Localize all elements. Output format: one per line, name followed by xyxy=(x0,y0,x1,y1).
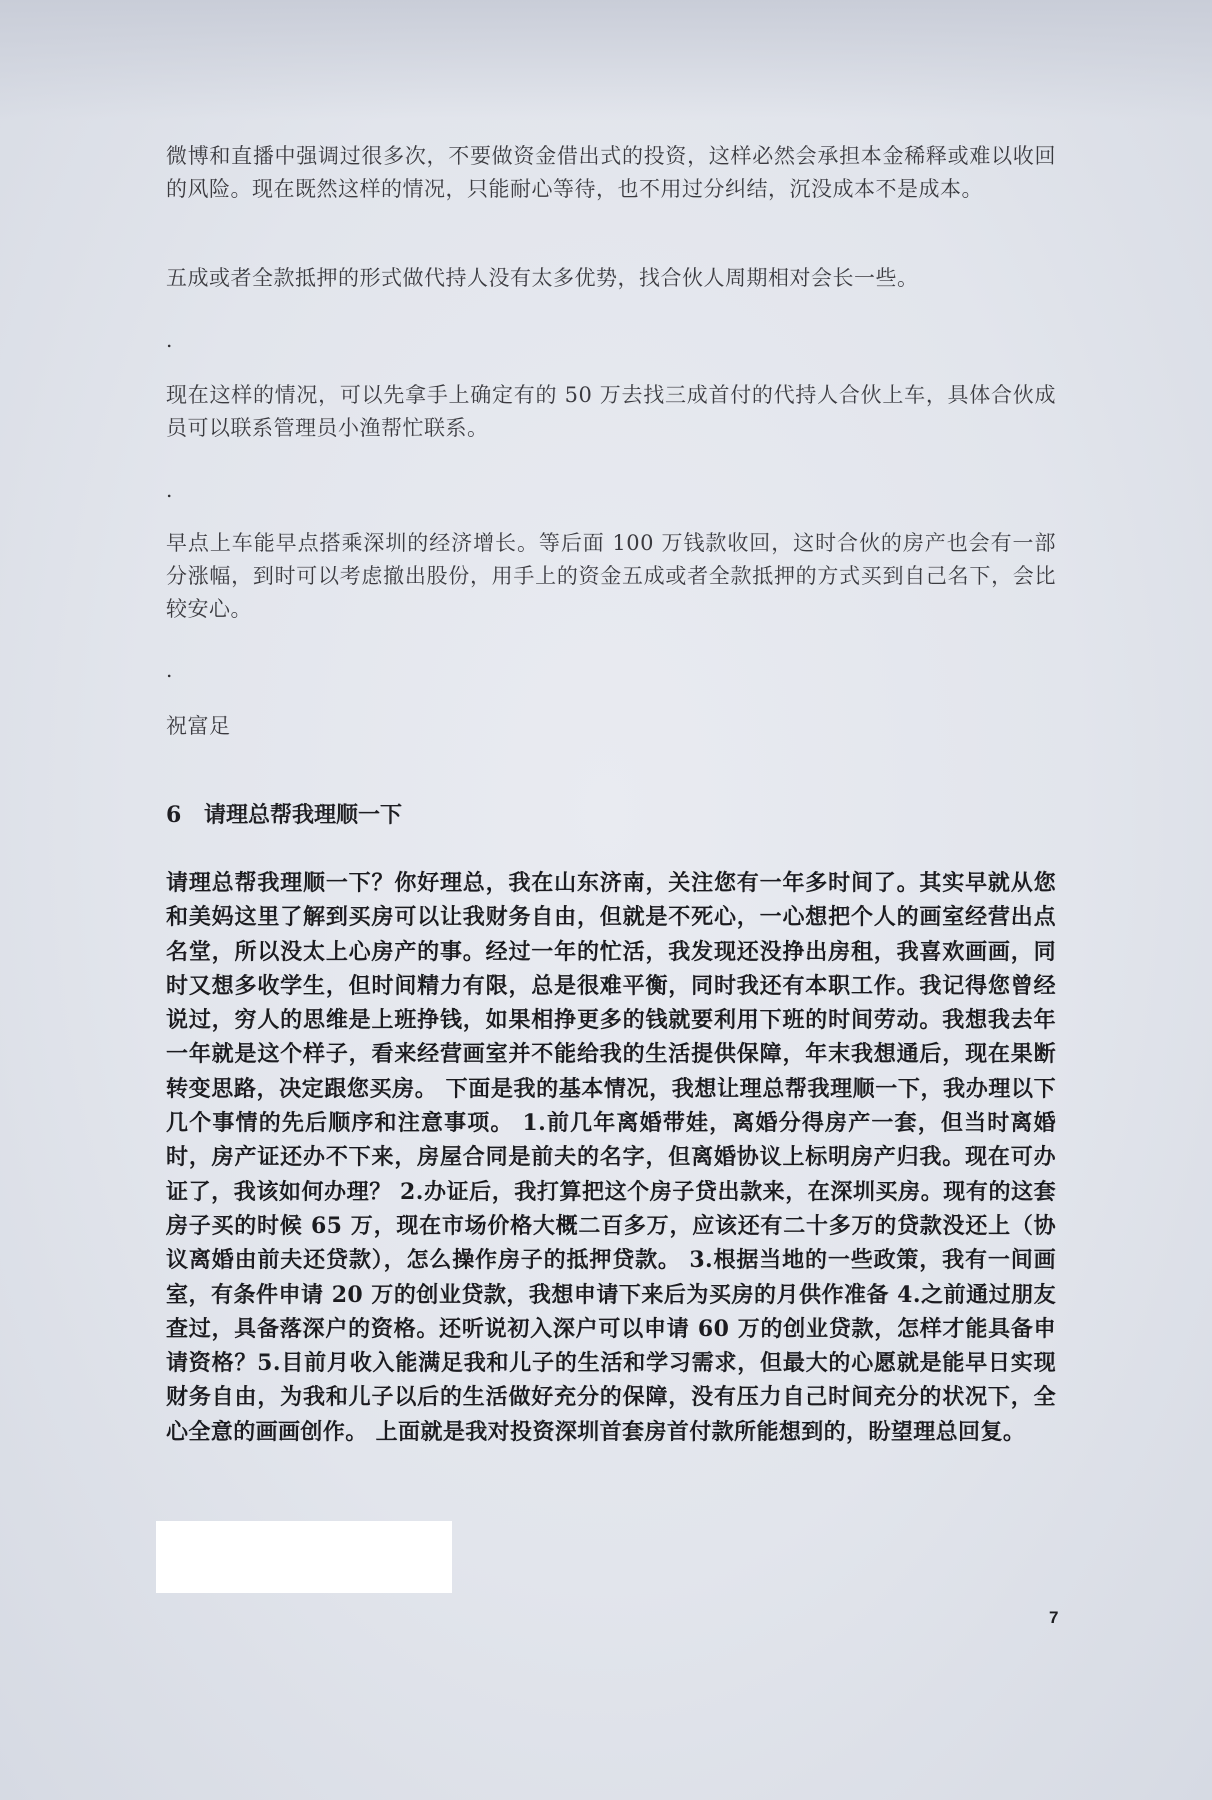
separator-dot: . xyxy=(166,478,173,502)
paragraph-early-entry: 早点上车能早点搭乘深圳的经济增长。等后面 100 万钱款收回，这时合伙的房产也会有一部分涨幅，到时可以考虑撤出股份，用手上的资金五成或者全款抵押的方式买到自己名下，会比较安心。 xyxy=(166,531,1056,621)
page-number: 7 xyxy=(1049,1608,1059,1627)
scan-shadow xyxy=(0,0,1212,120)
section-heading xyxy=(166,800,402,830)
closing-wish: 祝富足 xyxy=(166,714,231,738)
paragraph-current-situation: 现在这样的情况，可以先拿手上确定有的 50 万去找三成首付的代持人合伙上车，具体合伙成员可以联系管理员小渔帮忙联系。 xyxy=(166,383,1056,440)
redaction-block xyxy=(156,1521,452,1593)
separator-dot: . xyxy=(166,328,173,352)
paragraph-advice-investment: 微博和直播中强调过很多次，不要做资金借出式的投资，这样必然会承担本金稀释或难以收回的风险。现在既然这样的情况，只能耐心等待，也不用过分纠结，沉没成本不是成本。 xyxy=(166,144,1056,201)
question-paragraph: 请理总帮我理顺一下？你好理总，我在山东济南，关注您有一年多时间了。其实早就从您和美妈这里了解到买房可以让我财务自由，但就是不死心，一心想把个人的画室经营出点名堂，所以没太上心房产的事。经过一年的忙活，我发现还没挣出房租，我喜欢画画，同时又想多收学生，但时间精力有限，总是很难平衡，同时我还有本职工作。我记得您曾经说过，穷人的思维是上班挣钱，如果相挣更多的钱就要利用下班的时间劳动。我想我去年一年就是这个样子，看来经营画室并不能给我的生活提供保障，年末我想通后，现在果断转变思路，决定跟您买房。 下面是我的基本情况，我想让理总帮我理顺一下，我办理以下几个事情的先后顺序和注意事项。 1.前几年离婚带娃，离婚分得房产一套，但当时离婚时，房产证还办不下来，房屋合同是前夫的名字，但离婚协议上标明房产归我。现在可办证了，我该如何办理？ 2.办证后，我打算把这个房子贷出款来，在深圳买房。现有的这套房子买的时候 65 万，现在市场价格大概二百多万，应该还有二十多万的贷款没还上（协议离婚由前夫还贷款），怎么操作房子的抵押贷款。 3.根据当地的一些政策，我有一间画室，有条件申请 20 万的创业贷款，我想申请下来后为买房的月供作准备 4.之前通过朋友查过，具备落深户的资格。还听说初入深户可以申请 60 万的创业贷款，怎样才能具备申请资格？5.目前月收入能满足我和儿子的生活和学习需求，但最大的心愿就是能早日实现财务自由，为我和儿子以后的生活做好充分的保障，没有压力自己时间充分的状况下，全心全意的画画创作。 上面就是我对投资深圳首套房首付款所能想到的，盼望理总回复。 xyxy=(166,870,1056,1445)
separator-dot: . xyxy=(166,658,173,682)
paragraph-mortgage-form: 五成或者全款抵押的形式做代持人没有太多优势，找合伙人周期相对会长一些。 xyxy=(166,266,919,290)
section-title: 请理总帮我理顺一下 xyxy=(204,802,403,828)
section-number: 6 xyxy=(166,802,182,828)
